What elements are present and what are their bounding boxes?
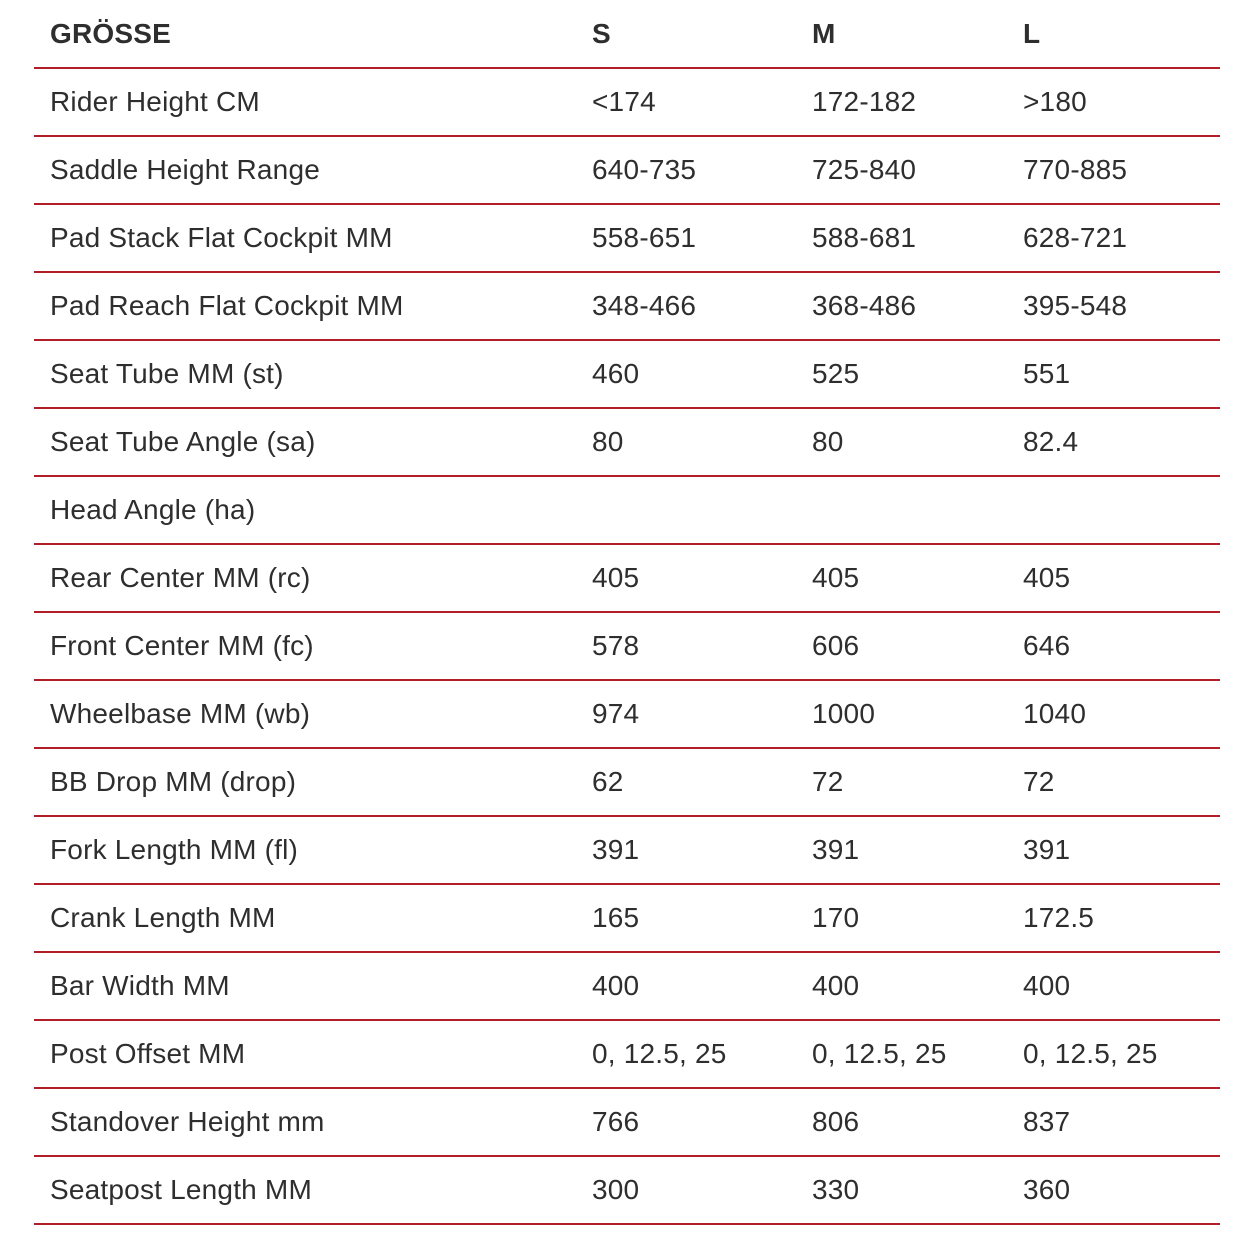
row-label: Rear Center MM (rc) <box>34 544 592 612</box>
header-col-s: S <box>592 0 812 68</box>
row-value: 0, 12.5, 25 <box>1023 1020 1220 1088</box>
row-label: Front Center MM (fc) <box>34 612 592 680</box>
row-label: Seat Tube Angle (sa) <box>34 408 592 476</box>
row-value: 405 <box>1023 544 1220 612</box>
table-row <box>34 408 1220 476</box>
row-value <box>592 476 812 544</box>
row-value: 348-466 <box>592 272 812 340</box>
row-value: 974 <box>592 680 812 748</box>
row-value: 62 <box>592 748 812 816</box>
table-row <box>34 1156 1220 1224</box>
table-row <box>34 272 1220 340</box>
row-label: Saddle Height Range <box>34 136 592 204</box>
row-label: Seatpost Length MM <box>34 1156 592 1224</box>
table-row <box>34 204 1220 272</box>
row-value: 72 <box>1023 748 1220 816</box>
table-row <box>34 476 1220 544</box>
row-value: 766 <box>592 1088 812 1156</box>
row-label: Pad Stack Flat Cockpit MM <box>34 204 592 272</box>
row-value: 460 <box>592 340 812 408</box>
row-value: 400 <box>1023 952 1220 1020</box>
row-value <box>1023 476 1220 544</box>
size-table <box>34 0 1220 1225</box>
table-row <box>34 884 1220 952</box>
row-value: >180 <box>1023 68 1220 136</box>
table-row <box>34 1020 1220 1088</box>
row-label: Post Offset MM <box>34 1020 592 1088</box>
row-value: 391 <box>1023 816 1220 884</box>
row-value: 300 <box>592 1156 812 1224</box>
row-label: Seat Tube MM (st) <box>34 340 592 408</box>
row-value: 770-885 <box>1023 136 1220 204</box>
row-value: 72 <box>812 748 1023 816</box>
row-value: 368-486 <box>812 272 1023 340</box>
row-value: 391 <box>592 816 812 884</box>
row-value: 628-721 <box>1023 204 1220 272</box>
row-value: 1040 <box>1023 680 1220 748</box>
row-value: 646 <box>1023 612 1220 680</box>
row-label: Standover Height mm <box>34 1088 592 1156</box>
table-row <box>34 68 1220 136</box>
table-row <box>34 748 1220 816</box>
row-value: 400 <box>592 952 812 1020</box>
row-value: <174 <box>592 68 812 136</box>
row-value: 837 <box>1023 1088 1220 1156</box>
row-label: BB Drop MM (drop) <box>34 748 592 816</box>
table-row <box>34 340 1220 408</box>
table-row <box>34 544 1220 612</box>
table-row <box>34 816 1220 884</box>
row-value: 80 <box>812 408 1023 476</box>
row-value: 360 <box>1023 1156 1220 1224</box>
row-label: Wheelbase MM (wb) <box>34 680 592 748</box>
row-value: 551 <box>1023 340 1220 408</box>
row-value: 165 <box>592 884 812 952</box>
row-value: 391 <box>812 816 1023 884</box>
header-title: GRÖSSE <box>34 0 592 68</box>
row-value: 0, 12.5, 25 <box>592 1020 812 1088</box>
row-value: 558-651 <box>592 204 812 272</box>
row-label: Head Angle (ha) <box>34 476 592 544</box>
row-label: Crank Length MM <box>34 884 592 952</box>
row-value: 405 <box>592 544 812 612</box>
row-value: 405 <box>812 544 1023 612</box>
row-label: Pad Reach Flat Cockpit MM <box>34 272 592 340</box>
row-value <box>812 476 1023 544</box>
row-value: 806 <box>812 1088 1023 1156</box>
row-value: 725-840 <box>812 136 1023 204</box>
row-value: 400 <box>812 952 1023 1020</box>
row-value: 606 <box>812 612 1023 680</box>
row-value: 1000 <box>812 680 1023 748</box>
row-value: 525 <box>812 340 1023 408</box>
row-label: Fork Length MM (fl) <box>34 816 592 884</box>
table-row <box>34 680 1220 748</box>
table-body <box>34 68 1220 1224</box>
row-value: 640-735 <box>592 136 812 204</box>
table-row <box>34 136 1220 204</box>
row-value: 82.4 <box>1023 408 1220 476</box>
header-col-m: M <box>812 0 1023 68</box>
table-row <box>34 612 1220 680</box>
row-label: Bar Width MM <box>34 952 592 1020</box>
row-value: 0, 12.5, 25 <box>812 1020 1023 1088</box>
row-value: 80 <box>592 408 812 476</box>
table-row <box>34 952 1220 1020</box>
row-value: 578 <box>592 612 812 680</box>
row-value: 172-182 <box>812 68 1023 136</box>
table-row <box>34 1088 1220 1156</box>
row-value: 395-548 <box>1023 272 1220 340</box>
row-value: 172.5 <box>1023 884 1220 952</box>
header-row <box>34 0 1220 68</box>
row-value: 170 <box>812 884 1023 952</box>
row-label: Rider Height CM <box>34 68 592 136</box>
header-col-l: L <box>1023 0 1220 68</box>
row-value: 588-681 <box>812 204 1023 272</box>
row-value: 330 <box>812 1156 1023 1224</box>
